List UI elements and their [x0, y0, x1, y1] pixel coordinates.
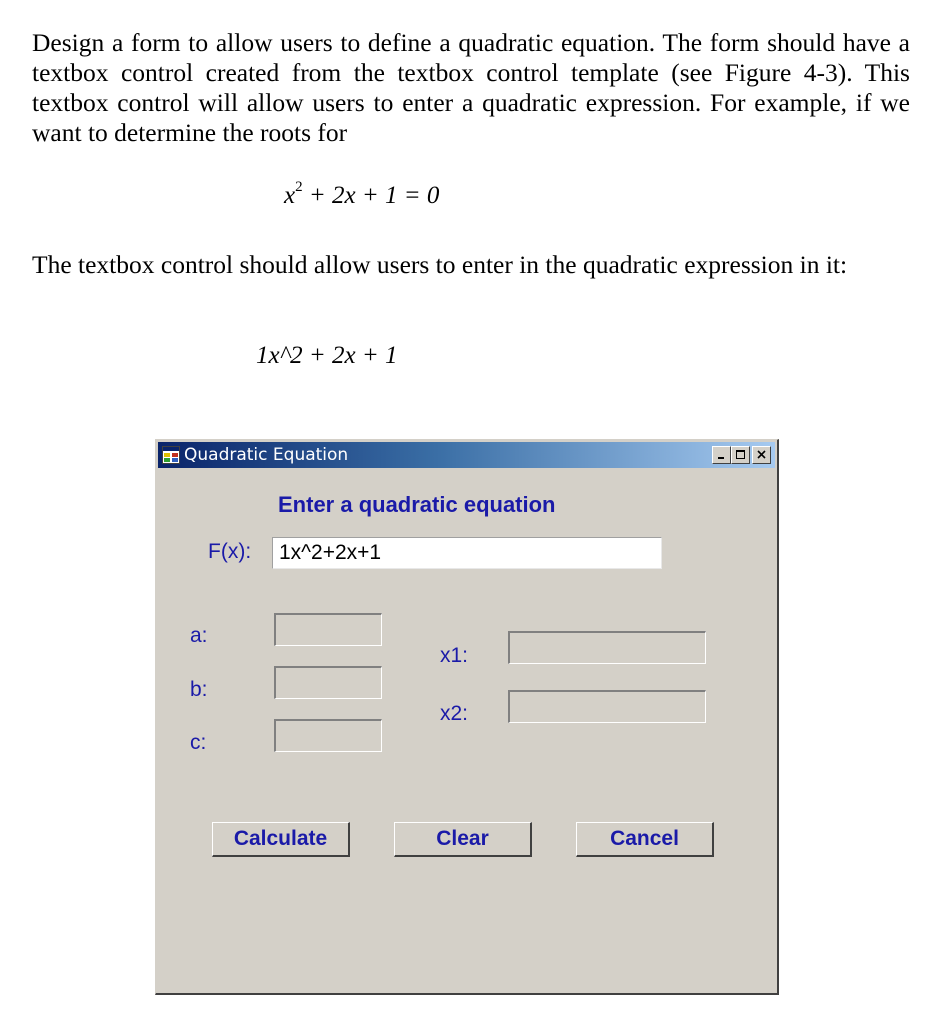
a-label: a:: [190, 624, 208, 647]
equation-example: [284, 179, 440, 210]
minimize-icon: [715, 449, 728, 461]
close-icon: [755, 449, 768, 461]
eq-rest: + 2x + 1 = 0: [302, 182, 440, 209]
clear-button[interactable]: Clear: [394, 822, 532, 857]
b-field[interactable]: [274, 666, 382, 699]
fx-label: F(x):: [208, 540, 252, 563]
form-heading: Enter a quadratic equation: [278, 492, 556, 517]
maximize-icon: [734, 449, 747, 461]
x2-field[interactable]: [508, 690, 706, 723]
window-title: Quadratic Equation: [184, 445, 349, 465]
maximize-button[interactable]: [731, 446, 750, 464]
fx-input[interactable]: [272, 537, 662, 569]
expression-example: 1x^2 + 2x + 1: [256, 342, 398, 369]
title-bar[interactable]: [158, 442, 775, 468]
x1-field[interactable]: [508, 631, 706, 664]
a-field[interactable]: [274, 613, 382, 646]
c-label: c:: [190, 731, 207, 754]
eq-exponent: 2: [295, 179, 303, 195]
close-button[interactable]: [752, 446, 771, 464]
x1-label: x1:: [440, 644, 469, 667]
app-form-icon: [162, 446, 180, 464]
c-field[interactable]: [274, 719, 382, 752]
minimize-button[interactable]: [712, 446, 731, 464]
calculate-button[interactable]: Calculate: [212, 822, 350, 857]
cancel-button[interactable]: Cancel: [576, 822, 714, 857]
paragraph-intro: Design a form to allow users to define a quadratic equation. The form should have a textbox control created from the textbox control template (see Figure 4-3). This textbox control will allow users to enter a quadratic expression. For example, if we want to determine the roots for: [32, 28, 910, 147]
b-label: b:: [190, 678, 208, 701]
eq-base: x: [284, 182, 296, 209]
paragraph-textbox: The textbox control should allow users to enter in the quadratic expression in it:: [32, 250, 848, 279]
x2-label: x2:: [440, 702, 469, 725]
quadratic-window: [155, 439, 779, 995]
